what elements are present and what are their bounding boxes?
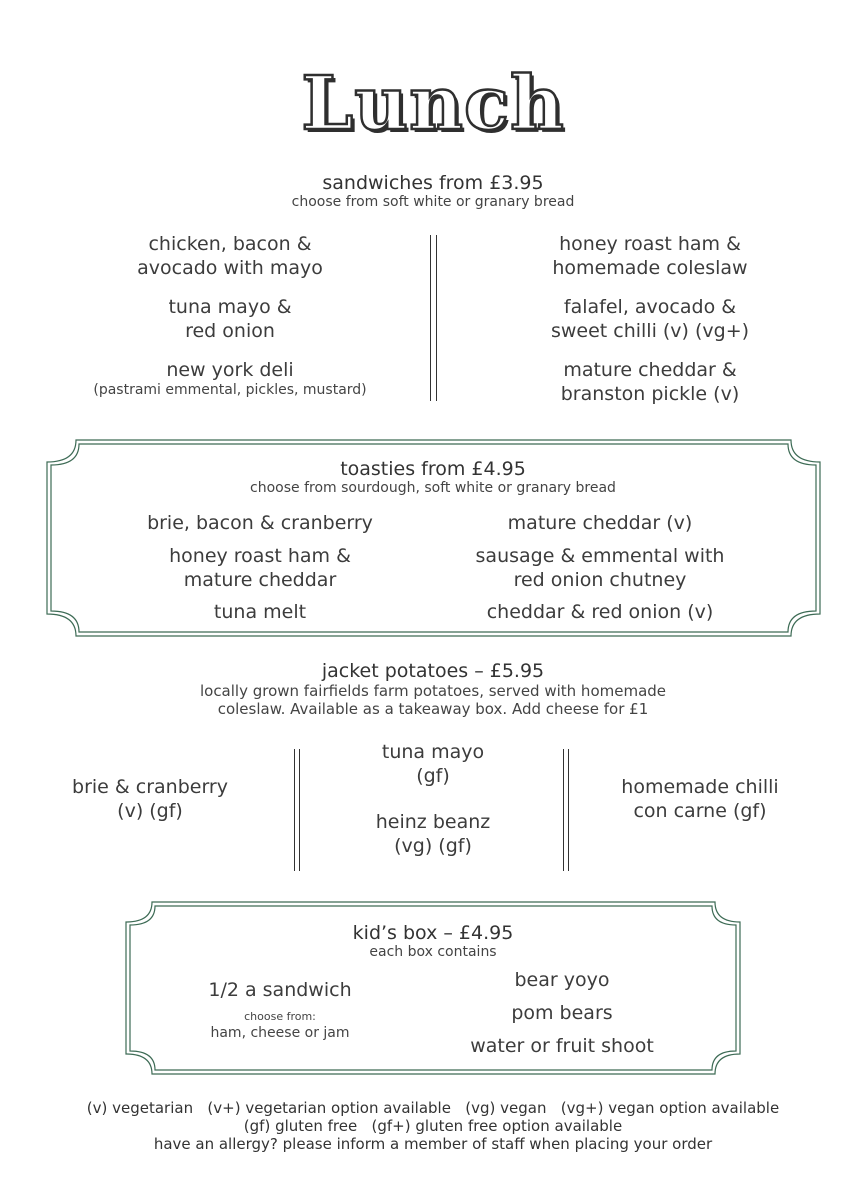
sandwich-item: chicken, bacon & avocado with mayo <box>137 233 323 279</box>
sandwich-item-note: (pastrami emmental, pickles, mustard) <box>93 382 367 398</box>
kids-box-subheading: each box contains <box>369 944 497 960</box>
jacket-description: locally grown fairfields farm potatoes, served with homemade coleslaw. Available as a takeaway box. Add cheese for £1 <box>199 682 667 718</box>
toastie-item: cheddar & red onion (v) <box>486 601 714 623</box>
toasties-subheading: choose from sourdough, soft white or granary bread <box>250 480 616 496</box>
kids-box-item: 1/2 a sandwich choose from: ham, cheese or jam <box>160 978 400 1042</box>
kids-box-item: pom bears <box>511 1002 613 1024</box>
sandwich-item: mature cheddar & branston pickle (v) <box>560 359 740 405</box>
kids-box-note: choose from: <box>244 1010 316 1023</box>
jacket-heading: jacket potatoes – £5.95 <box>321 660 545 682</box>
page-title: Lunch <box>301 61 565 147</box>
sandwich-item: falafel, avocado & sweet chilli (v) (vg+) <box>550 296 750 342</box>
toastie-item: tuna melt <box>213 601 307 623</box>
kids-box-item: water or fruit shoot <box>470 1035 654 1057</box>
jacket-item: brie & cranberry (v) (gf) <box>72 776 228 822</box>
dietary-key-line: (v) vegetarian (v+) vegetarian option available (vg) vegan (vg+) vegan option available <box>86 1099 780 1117</box>
sandwich-item: honey roast ham & homemade coleslaw <box>552 233 748 279</box>
toasties-heading: toasties from £4.95 <box>340 458 526 480</box>
jacket-item: homemade chilli con carne (gf) <box>621 776 779 822</box>
kids-box-section <box>0 922 866 961</box>
toastie-item: brie, bacon & cranberry <box>147 512 373 534</box>
dietary-key <box>0 1099 866 1153</box>
kids-box-item: bear yoyo <box>514 969 610 991</box>
sandwiches-subheading: choose from soft white or granary bread <box>291 194 575 210</box>
jacket-item: heinz beanz (vg) (gf) <box>375 811 491 857</box>
sandwiches-heading: sandwiches from £3.95 <box>322 172 544 194</box>
toastie-item: mature cheddar (v) <box>507 512 693 534</box>
kids-box-note: ham, cheese or jam <box>210 1025 350 1041</box>
sandwich-item: new york deli (pastrami emmental, pickles, mustard) <box>20 358 440 399</box>
toastie-item: sausage & emmental with red onion chutney <box>475 545 725 591</box>
jacket-item: tuna mayo (gf) <box>381 741 485 787</box>
kids-box-heading: kid’s box – £4.95 <box>352 922 514 944</box>
dietary-key-line: (gf) gluten free (gf+) gluten free option available <box>243 1117 623 1135</box>
toastie-item: honey roast ham & mature cheddar <box>169 545 351 591</box>
sandwich-item: tuna mayo & red onion <box>168 296 292 342</box>
allergy-note: have an allergy? please inform a member of staff when placing your order <box>153 1135 713 1153</box>
